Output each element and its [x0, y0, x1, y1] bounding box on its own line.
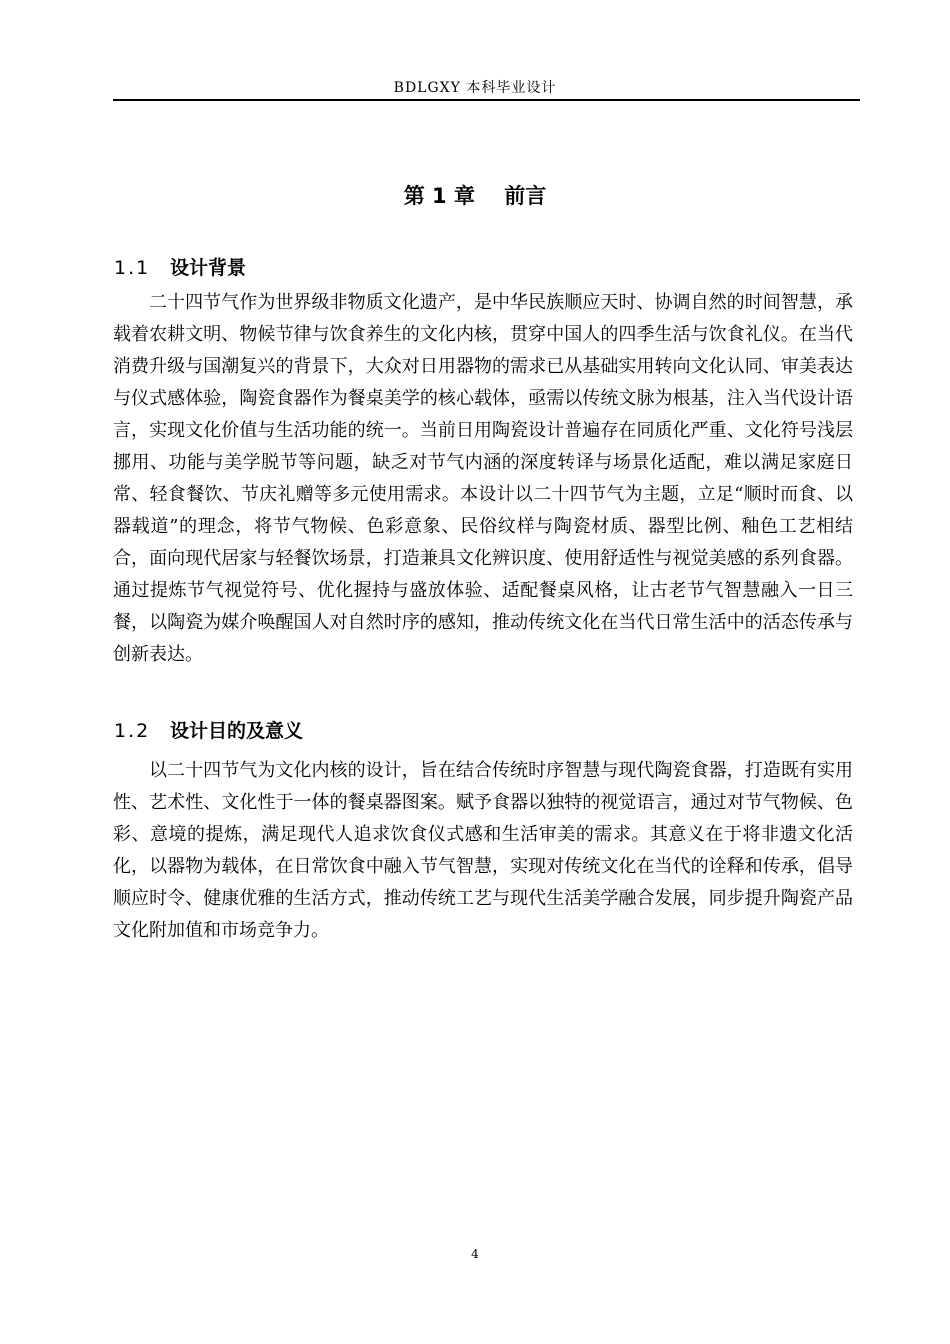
section-number: 1.2	[114, 720, 151, 742]
section-title: 设计目的及意义	[170, 720, 304, 742]
chapter-title: 第 1 章 前言	[403, 184, 547, 208]
running-header: BDLGXY 本科毕业设计	[393, 80, 557, 96]
section-title: 设计背景	[170, 257, 247, 279]
section-heading-1-1	[114, 253, 246, 280]
body-paragraph-background: 二十四节气作为世界级非物质文化遗产，是中华民族顺应天时、协调自然的时间智慧，承载着农耕文明、物候节律与饮食养生的文化内核，贯穿中国人的四季生活与饮食礼仪。在当代消费升级与国潮复兴的背景下，大众对日用器物的需求已从基础实用转向文化认同、审美表达与仪式感体验，陶瓷食器作为餐桌美学的核心载体，亟需以传统文脉为根基，注入当代设计语言，实现文化价值与生活功能的统一。当前日用陶瓷设计普遍存在同质化严重、文化符号浅层挪用、功能与美学脱节等问题，缺乏对节气内涵的深度转译与场景化适配，难以满足家庭日常、轻食餐饮、节庆礼赠等多元使用需求。本设计以二十四节气为主题，立足“顺时而食、以器载道”的理念，将节气物候、色彩意象、民俗纹样与陶瓷材质、器型比例、釉色工艺相结合，面向现代居家与轻餐饮场景，打造兼具文化辨识度、使用舒适性与视觉美感的系列食器。通过提炼节气视觉符号、优化握持与盛放体验、适配餐桌风格，让古老节气智慧融入一日三餐，以陶瓷为媒介唤醒国人对自然时序的感知，推动传统文化在当代日常生活中的活态传承与创新表达。	[113, 292, 853, 665]
page-number: 4	[471, 1247, 479, 1261]
section-heading-1-2	[114, 716, 303, 743]
section-number: 1.1	[114, 257, 151, 279]
body-paragraph-purpose: 以二十四节气为文化内核的设计，旨在结合传统时序智慧与现代陶瓷食器，打造既有实用性、艺术性、文化性于一体的餐桌器图案。赋予食器以独特的视觉语言，通过对节气物候、色彩、意境的提炼，满足现代人追求饮食仪式感和生活审美的需求。其意义在于将非遗文化活化，以器物为载体，在日常饮食中融入节气智慧，实现对传统文化在当代的诠释和传承，倡导顺应时令、健康优雅的生活方式，推动传统工艺与现代生活美学融合发展，同步提升陶瓷产品文化附加值和市场竞争力。	[113, 760, 853, 941]
header-divider	[113, 99, 860, 101]
